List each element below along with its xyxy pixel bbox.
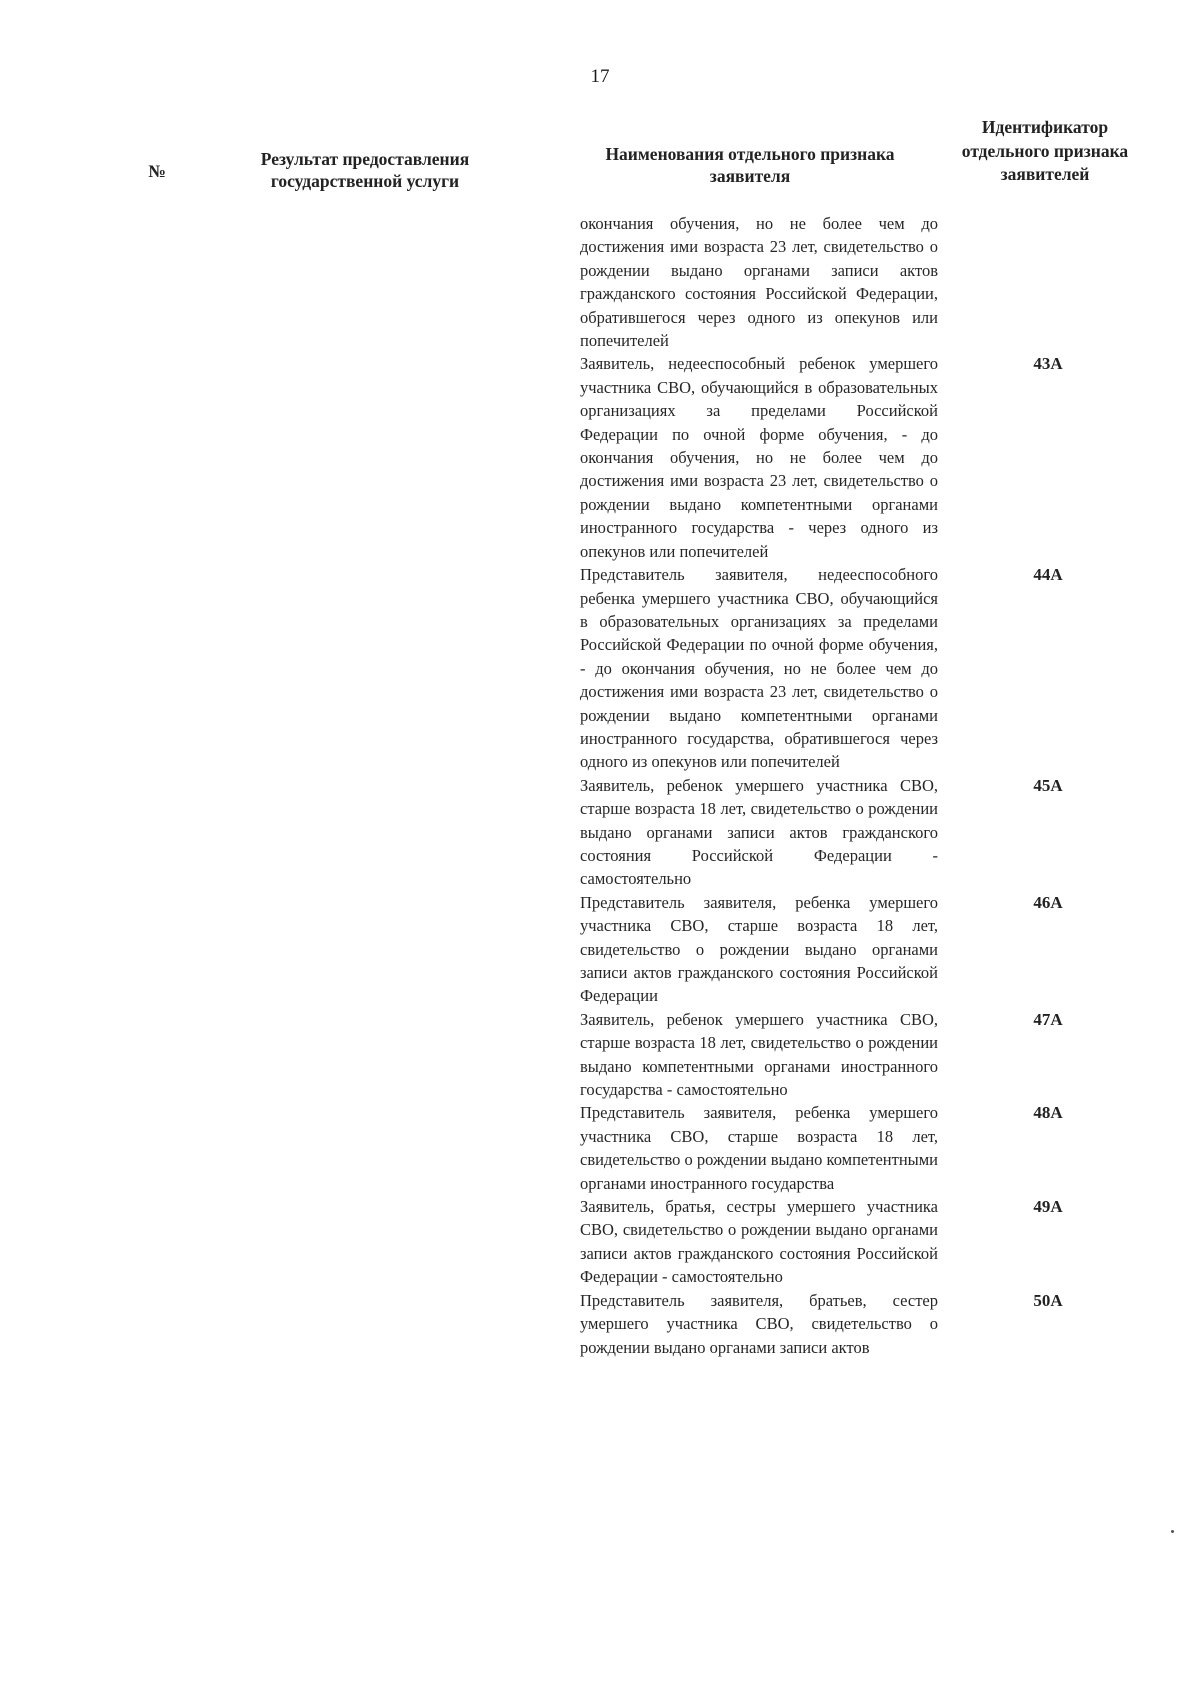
feature-description: Представитель заявителя, недееспособного ребенка умершего участника СВО, обучающийся в образовательных организациях за пределами Российской Федерации по очной форме обучения, - до окончания обучения, но не более чем до достижения ими возраста 23 лет, свидетельство о рождении выдано компетентными органами иностранного государства, обратившегося через одного из опекунов или попечителей — [580, 565, 938, 772]
page-number: 17 — [590, 66, 610, 87]
feature-description: Заявитель, ребенок умершего участника СВО, старше возраста 18 лет, свидетельство о рождении выдано компетентными органами иностранного государства - самостоятельно — [580, 1009, 938, 1100]
feature-description: окончания обучения, но не более чем до достижения ими возраста 23 лет, свидетельство о рождении выдано органами записи актов гражданского состояния Российской Федерации, обратившегося через одного из опекунов или попечителей — [580, 214, 938, 351]
table-row — [0, 212, 1200, 352]
feature-description: Представитель заявителя, братьев, сестер умершего участника СВО, свидетельство о рождении выдано органами записи актов — [580, 1290, 938, 1357]
feature-identifier: 43А — [1033, 354, 1063, 374]
scan-speck — [1171, 1530, 1174, 1533]
feature-description: Представитель заявителя, ребенка умершего участника СВО, старше возраста 18 лет, свидетельство о рождении выдано органами записи актов гражданского состояния Российской Федерации — [580, 892, 938, 1006]
table-row — [0, 563, 1200, 774]
table-row — [0, 1101, 1200, 1195]
feature-identifier: 50А — [1033, 1290, 1063, 1310]
feature-identifier: 44А — [1033, 565, 1063, 585]
table-row — [0, 1008, 1200, 1102]
feature-identifier: 47А — [1033, 1009, 1063, 1029]
feature-description: Заявитель, братья, сестры умершего участника СВО, свидетельство о рождении выдано органами записи актов гражданского состояния Российской Федерации - самостоятельно — [580, 1197, 938, 1287]
column-header-feature-name: Наименования отдельного признака заявителя — [605, 144, 895, 186]
column-header-number: № — [148, 161, 166, 181]
table-row — [0, 1289, 1200, 1359]
feature-identifier: 45А — [1033, 775, 1063, 795]
table-row — [0, 891, 1200, 1008]
table-body — [0, 212, 1200, 1359]
column-header-identifier: Идентификатор отдельного признака заявителей — [961, 117, 1129, 184]
feature-identifier: 46А — [1033, 892, 1063, 912]
feature-identifier: 48А — [1033, 1103, 1063, 1123]
feature-description: Заявитель, недееспособный ребенок умершего участника СВО, обучающийся в образовательных организациях за пределами Российской Федерации по очной форме обучения, - до окончания обучения, но не более чем до достижения ими возраста 23 лет, свидетельство о рождении выдано компетентными органами иностранного государства - через одного из опекунов или попечителей — [580, 354, 938, 561]
feature-description: Заявитель, ребенок умершего участника СВО, старше возраста 18 лет, свидетельство о рождении выдано органами записи актов гражданского состояния Российской Федерации - самостоятельно — [580, 775, 938, 889]
feature-identifier: 49А — [1033, 1197, 1063, 1217]
table-row — [0, 352, 1200, 563]
table-row — [0, 1195, 1200, 1289]
feature-description: Представитель заявителя, ребенка умершего участника СВО, старше возраста 18 лет, свидетельство о рождении выдано компетентными органами иностранного государства — [580, 1103, 939, 1193]
table-row — [0, 774, 1200, 891]
column-header-result: Результат предоставления государственной услуги — [260, 149, 470, 191]
